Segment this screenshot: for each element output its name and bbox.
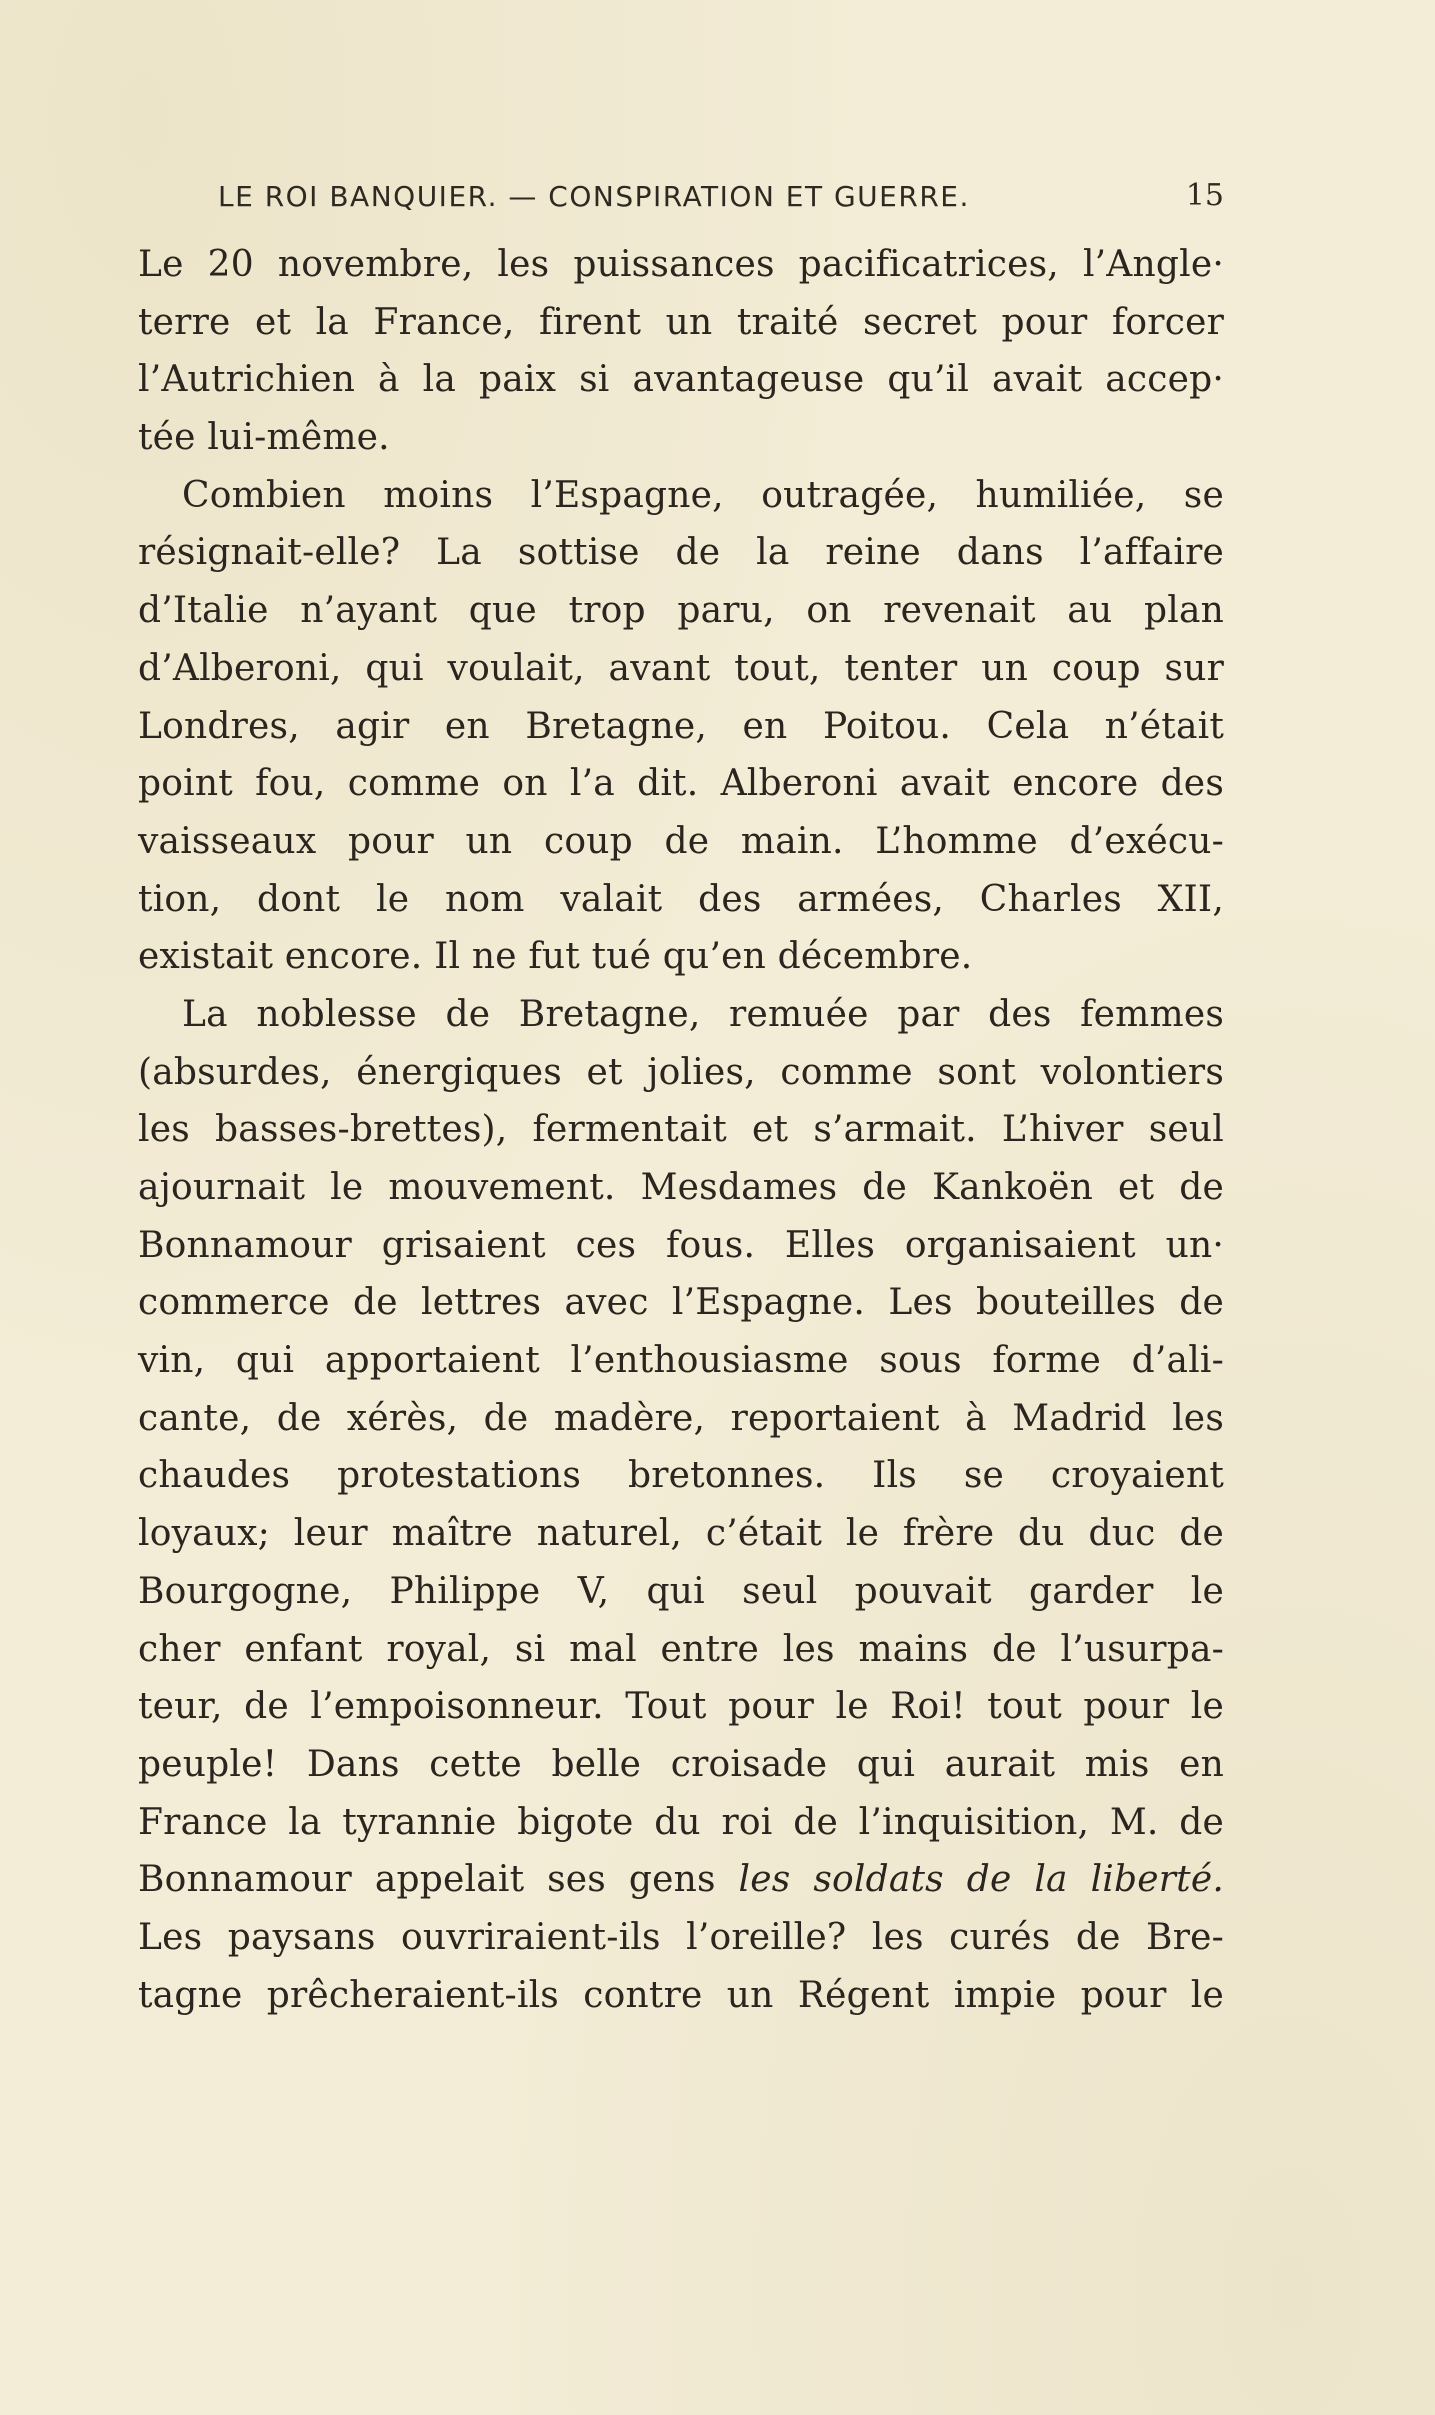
text-line-with-italic (138, 1851, 1224, 1909)
text-line: Bourgogne, Philippe V, qui seul pouvait garder le (138, 1570, 1224, 1612)
text-line: tée lui-même. (138, 417, 390, 459)
text-line: les basses-brettes), fermentait et s’armait. L’hiver seul (138, 1109, 1224, 1151)
text-line: France la tyrannie bigote du roi de l’inquisition, M. de (138, 1801, 1224, 1843)
text-line: Les paysans ouvriraient-ils l’oreille? les curés de Bre- (138, 1916, 1224, 1958)
text-line: Le 20 novembre, les puissances pacificatrices, l’Angle· (138, 244, 1224, 285)
text-line: point fou, comme on l’a dit. Alberoni avait encore des (138, 763, 1224, 805)
text-line: ajournait le mouvement. Mesdames de Kankoën et de (138, 1167, 1224, 1208)
text-fragment: Bonnamour appelait ses gens (138, 1859, 716, 1901)
text-line: Combien moins l’Espagne, outragée, humiliée, se (182, 474, 1224, 516)
text-line: terre et la France, firent un traité secret pour forcer (138, 301, 1224, 343)
text-line: cante, de xérès, de madère, reportaient à Madrid les (138, 1397, 1224, 1439)
text-line: chaudes protestations bretonnes. Ils se croyaient (138, 1455, 1224, 1497)
text-line: Bonnamour grisaient ces fous. Elles organisaient un· (138, 1224, 1224, 1266)
text-line: d’Alberoni, qui voulait, avant tout, tenter un coup sur (138, 647, 1224, 689)
text-line: Londres, agir en Bretagne, en Poitou. Cela n’était (138, 705, 1224, 747)
text-line: tagne prêcheraient-ils contre un Régent impie pour le (138, 1974, 1224, 2016)
text-line: existait encore. Il ne fut tué qu’en décembre. (138, 936, 973, 978)
text-line: (absurdes, énergiques et jolies, comme sont volontiers (138, 1051, 1224, 1093)
running-head (218, 180, 1224, 224)
body-text (138, 236, 1224, 2024)
text-line: loyaux; leur maître naturel, c’était le frère du duc de (138, 1513, 1224, 1555)
text-line: cher enfant royal, si mal entre les mains de l’usurpa- (138, 1628, 1224, 1670)
text-line: d’Italie n’ayant que trop paru, on revenait au plan (138, 590, 1224, 632)
text-line: résignait-elle? La sottise de la reine dans l’affaire (138, 532, 1224, 574)
text-line: commerce de lettres avec l’Espagne. Les bouteilles de (138, 1282, 1224, 1324)
italic-phrase: les soldats de la liberté. (738, 1859, 1224, 1901)
text-line: l’Autrichien à la paix si avantageuse qu’il avait accep· (138, 359, 1224, 401)
running-head-title: LE ROI BANQUIER. — CONSPIRATION ET GUERRE. (218, 180, 970, 213)
text-line: La noblesse de Bretagne, remuée par des femmes (182, 993, 1224, 1035)
page-number: 15 (1185, 178, 1224, 213)
text-line: vin, qui apportaient l’enthousiasme sous forme d’ali- (138, 1340, 1224, 1382)
text-line: teur, de l’empoisonneur. Tout pour le Roi! tout pour le (138, 1686, 1224, 1728)
text-line: tion, dont le nom valait des armées, Charles XII, (138, 878, 1224, 920)
text-line: peuple! Dans cette belle croisade qui aurait mis en (138, 1743, 1224, 1785)
text-line: vaisseaux pour un coup de main. L’homme d’exécu- (138, 820, 1224, 862)
